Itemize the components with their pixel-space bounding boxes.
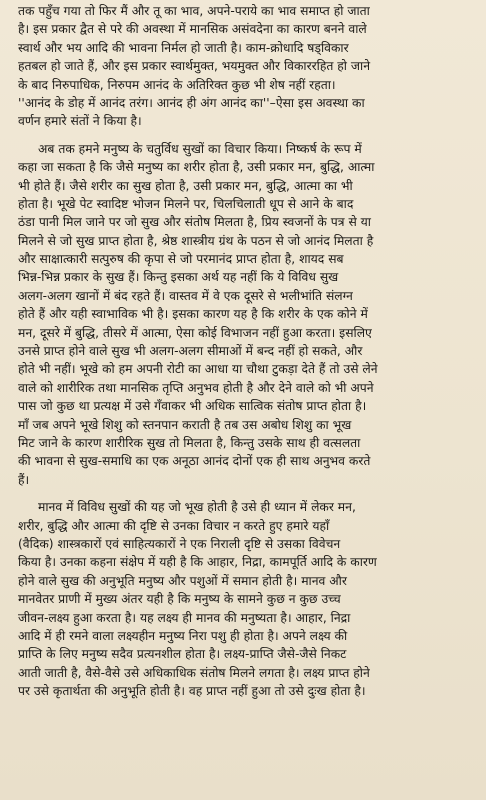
text-line: भी होते हैं। जैसे शरीर का सुख होता है, उसी प्रकार मन, बुद्धि, आत्मा का भी [18,178,353,193]
text-line: भिन्न-भिन्न प्रकार के सुख हैं। किन्तु इसका अर्थ यह नहीं कि ये विविध सुख [18,270,339,285]
text-line: हतबल हो जाते हैं, और इस प्रकार स्वार्थमुक्त, भयमुक्त और विकाररहित हो जाने [18,59,371,74]
text-line: और साक्षात्कारी सत्पुरुष की कृपा से जो परमानंद प्राप्त होता है, शायद सब [18,252,344,267]
text-line: तक पहुँच गया तो फिर मैं और तू का भाव, अपने-पराये का भाव समाप्त हो जाता [18,4,370,18]
text-line: मन, दूसरे में बुद्धि, तीसरे में आत्मा, ऐसा कोई विभाजन नहीं हुआ करता। इसलिए [18,325,372,340]
text-line: उनसे प्राप्त होने वाले सुख भी अलग-अलग सीमाओं में बन्द नहीं हो सकते, और [18,344,363,359]
text-line: ठंडा पानी मिल जाने पर जो सुख और संतोष मिलता है, प्रिय स्वजनों के पत्र से या [18,215,371,230]
text-line: जीवन-लक्ष्य हुआ करता है। यह लक्ष्य ही मानव की मनुष्यता है। आहार, निद्रा [18,610,351,625]
paragraph-2 [18,140,478,489]
text-line: होने वाले सुख की अनुभूति मनुष्य और पशुओं में समान होती है। मानव और [18,573,347,588]
text-line: स्वार्थ और भय आदि की भावना निर्मल हो जाती है। काम-क्रोधादि षड्विकार [18,40,349,55]
text-line: की भावना से सुख-समाधि का एक अनूठा आनंद दोनों एक ही साथ अनुभव करते [18,454,371,469]
text-line: है। इस प्रकार द्वैत से परे की अवस्था में मानसिक असंवदेना का कारण बनने वाले [18,22,367,37]
text-line: होता है। भूखे पेट स्वादिष्ट भोजन मिलने पर, चिलचिलाती धूप से आने के बाद [18,196,354,211]
text-line: हैं। [18,472,30,487]
text-line: अब तक हमने मनुष्य के चतुर्विध सुखों का विचार किया। निष्कर्ष के रूप में [38,141,362,156]
text-line: मिलने से जो सुख प्राप्त होता है, श्रेष्ठ शास्त्रीय ग्रंथ के पठन से जो आनंद मिलता है [18,233,374,248]
paragraph-gap [18,131,478,140]
text-line: वाले को शारीरिक तथा मानसिक तृप्ति अनुभव होती है और देने वाले को भी अपने [18,380,374,395]
text-line: होते हैं और यही स्वाभाविक भी है। इसका कारण यह है कि शरीर के एक कोने में [18,307,368,322]
paragraph-gap [18,489,478,498]
text-line: पर उसे कृतार्थता की अनुभूति होती है। वह प्राप्त नहीं हुआ तो उसे दुःख होता है। [18,684,366,699]
text-line: आदि में ही रमने वाला लक्ष्यहीन मनुष्य निरा पशु ही होता है। अपने लक्ष्य की [18,628,348,643]
text-line: माँ जब अपने भूखे शिशु को स्तनपान कराती है तब उस अबोध शिशु का भूख [18,417,352,432]
text-line: के बाद निरुपाधिक, निरुपम आनंद के अतिरिक्त कुछ भी शेष नहीं रहता। [18,77,336,92]
text-line: वर्णन हमारे संतों ने किया है। [18,114,142,129]
text-line: आती जाती है, वैसे-वैसे उसे अधिकाधिक संतोष मिलने लगता है। लक्ष्य प्राप्त होने [18,665,370,680]
text-line: ''आनंद के डोह में आनंद तरंग। आनंद ही अंग आनंद का''–ऐसा इस अवस्था का [18,95,365,110]
text-line: मानवेतर प्राणी में मुख्य अंतर यही है कि मनुष्य के सामने कुछ न कुछ उच्च [18,592,341,607]
text-line: (वैदिक) शास्त्रकारों एवं साहित्यकारों ने एक निराली दृष्टि से उसका विवेचन [18,536,341,551]
paragraph-1 [18,2,478,131]
text-line: प्राप्ति के लिए मनुष्य सदैव प्रत्यनशील होता है। लक्ष्य-प्राप्ति जैसे-जैसे निकट [18,647,347,662]
text-line: पास जो कुछ था प्रत्यक्ष में उसे गँवाकर भी अधिक सात्विक संतोष प्राप्त होता है। [18,399,367,414]
paragraph-3 [18,498,478,700]
text-line: शरीर, बुद्धि और आत्मा की दृष्टि से उनका विचार न करते हुए हमारे यहाँ [18,518,330,533]
text-line: होते भी नहीं। भूखे को हम अपनी रोटी का आधा या चौथा टुकड़ा देते हैं तो उसे लेने [18,362,378,377]
text-line: कहा जा सकता है कि जैसे मनुष्य का शरीर होता है, उसी प्रकार मन, बुद्धि, आत्मा [18,160,375,175]
text-line: अलग-अलग खानों में बंद रहते हैं। वास्तव में वे एक दूसरे से भलीभांति संलग्न [18,288,353,303]
text-line: मिट जाने के कारण शारीरिक सुख तो मिलता है, किन्तु उसके साथ ही वत्सलता [18,435,361,450]
text-line: किया है। उनका कहना संक्षेप में यही है कि आहार, निद्रा, कामपूर्ति आदि के कारण [18,555,377,570]
text-line: मानव में विविध सुखों की यह जो भूख होती है उसे ही ध्यान में लेकर मन, [38,500,356,515]
